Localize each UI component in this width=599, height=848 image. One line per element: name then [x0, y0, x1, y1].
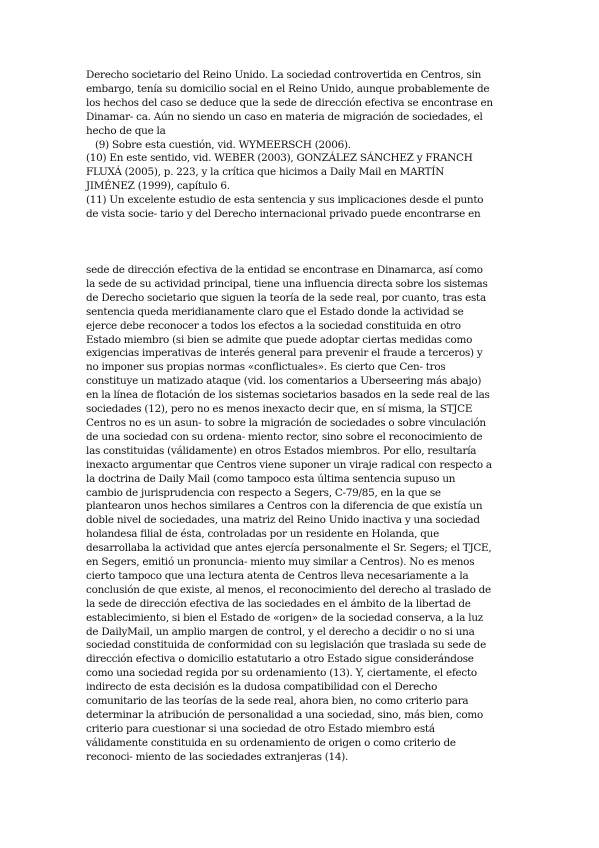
footnotes [86, 139, 519, 222]
text-line: exigencias imperativas de interés general para prevenir el fraude a terceros) y [86, 347, 483, 360]
text-line: la sede de su actividad principal, tiene una influencia directa sobre los sistemas [86, 277, 488, 290]
footnote-9: (9) Sobre esta cuestión, vid. WYMEERSCH (2006). [95, 138, 351, 151]
text-line: Derecho societario del Reino Unido. La sociedad controvertida en Centros, sin [86, 69, 482, 81]
text-line: la doctrina de Daily Mail (como tampoco esta última sentencia supuso un [86, 472, 456, 485]
text-line: en la línea de flotación de los sistemas societarios basados en la sede real de las [86, 389, 490, 402]
text-line: establecimiento, si bien el Estado de «origen» de la sociedad conserva, a la luz [86, 611, 483, 624]
footnote-11: (11) Un excelente estudio de esta sentencia y sus implicaciones desde el punto [86, 194, 484, 207]
text-line: holandesa filial de ésta, controladas por un residente en Holanda, que [86, 528, 440, 541]
text-line: sociedad constituida de conformidad con su legislación que traslada su sede de [86, 639, 486, 652]
text-line: en Segers, emitió un pronuncia- miento muy similar a Centros). No es menos [86, 556, 475, 569]
text-line: sentencia queda meridianamente claro que el Estado donde la actividad se [86, 305, 464, 318]
text-line: ejerce debe reconocer a todos los efectos a la sociedad constituida en otro [86, 319, 461, 332]
text-line: reconoci- miento de las sociedades extranjeras (14). [86, 750, 349, 763]
text-line: como una sociedad regida por su ordenamiento (13). Y, ciertamente, el efecto [86, 667, 477, 680]
text-line: criterio para cuestionar si una sociedad de otro Estado miembro está [86, 722, 435, 735]
text-line: determinar la atribución de personalidad a una sociedad, sino, más bien, como [86, 709, 484, 721]
text-line: de Derecho societario que siguen la teoría de la sede real, por cuanto, tras esta [86, 291, 486, 304]
text-line: las constituidas (válidamente) en otros Estados miembros. Por ello, resultaría [86, 444, 477, 457]
text-line: la sede de dirección efectiva de las sociedades en el ámbito de la libertad de [86, 597, 471, 610]
footnote-10: (10) En este sentido, vid. WEBER (2003), GONZÁLEZ SÁNCHEZ y FRANCH [86, 152, 473, 165]
footnote-10-cont: JIMÉNEZ (1999), capítulo 6. [86, 180, 230, 193]
text-line: doble nivel de sociedades, una matriz del Reino Unido inactiva y una sociedad [86, 514, 480, 527]
text-line: Estado miembro (si bien se admite que puede adoptar ciertas medidas como [86, 333, 473, 346]
text-line: cierto tampoco que una lectura atenta de Centros lleva necesariamente a la [86, 569, 469, 582]
text-line: dirección efectiva o domicilio estatutario a otro Estado sigue considerándose [86, 653, 474, 666]
text-line: plantearon unos hechos similares a Centros con la diferencia de que existía un [86, 500, 483, 513]
text-line: indirecto de esta decisión es la dudosa compatibilidad con el Derecho [86, 681, 438, 694]
text-line: válidamente constituida en su ordenamiento de origen o como criterio de [86, 736, 456, 749]
top-paragraph [86, 69, 519, 139]
text-line: comunitario de las teorías de la sede real, ahora bien, no como criterio para [86, 695, 469, 708]
footnote-10-cont: FLUXÁ (2005), p. 223, y la crítica que hicimos a Daily Mail en MARTÍN [86, 166, 445, 179]
text-line: no imponer sus propias normas «conflictuales». Es cierto que Cen- tros [86, 361, 446, 374]
text-line: de una sociedad con su ordena- miento rector, sino sobre el reconocimiento de [86, 430, 483, 443]
text-line: inexacto argumentar que Centros viene suponer un viraje radical con respecto a [86, 458, 492, 471]
text-line: hecho de que la [86, 124, 166, 137]
text-line: sociedades (12), pero no es menos inexacto decir que, en sí misma, la STJCE [86, 403, 473, 416]
text-line: Centros no es un asun- to sobre la migración de sociedades o sobre vinculación [86, 416, 486, 429]
text-line: de DailyMail, un amplio margen de control, y el derecho a decidir o no si una [86, 625, 475, 638]
footnote-11-cont: de vista socie- tario y del Derecho internacional privado puede encontrarse en [86, 208, 481, 221]
text-line: los hechos del caso se deduce que la sede de dirección efectiva se encontrase en [86, 96, 493, 109]
body-paragraph [86, 264, 519, 765]
text-line: Dinamar- ca. Aún no siendo un caso en materia de migración de sociedades, el [86, 110, 483, 123]
text-line: sede de dirección efectiva de la entidad se encontrase en Dinamarca, así como [86, 264, 483, 276]
text-line: cambio de jurisprudencia con respecto a Segers, C-79/85, en la que se [86, 486, 441, 499]
top-text-block [86, 69, 519, 222]
text-line: constituye un matizado ataque (vid. los comentarios a Uberseering más abajo) [86, 375, 482, 388]
text-line: embargo, tenía su domicilio social en el Reino Unido, aunque probablemente de [86, 82, 490, 95]
text-line: conclusión de que existe, al menos, el reconocimiento del derecho al traslado de [86, 583, 491, 596]
text-line: desarrollaba la actividad que antes ejercía personalmente el Sr. Segers; el TJCE, [86, 542, 492, 555]
